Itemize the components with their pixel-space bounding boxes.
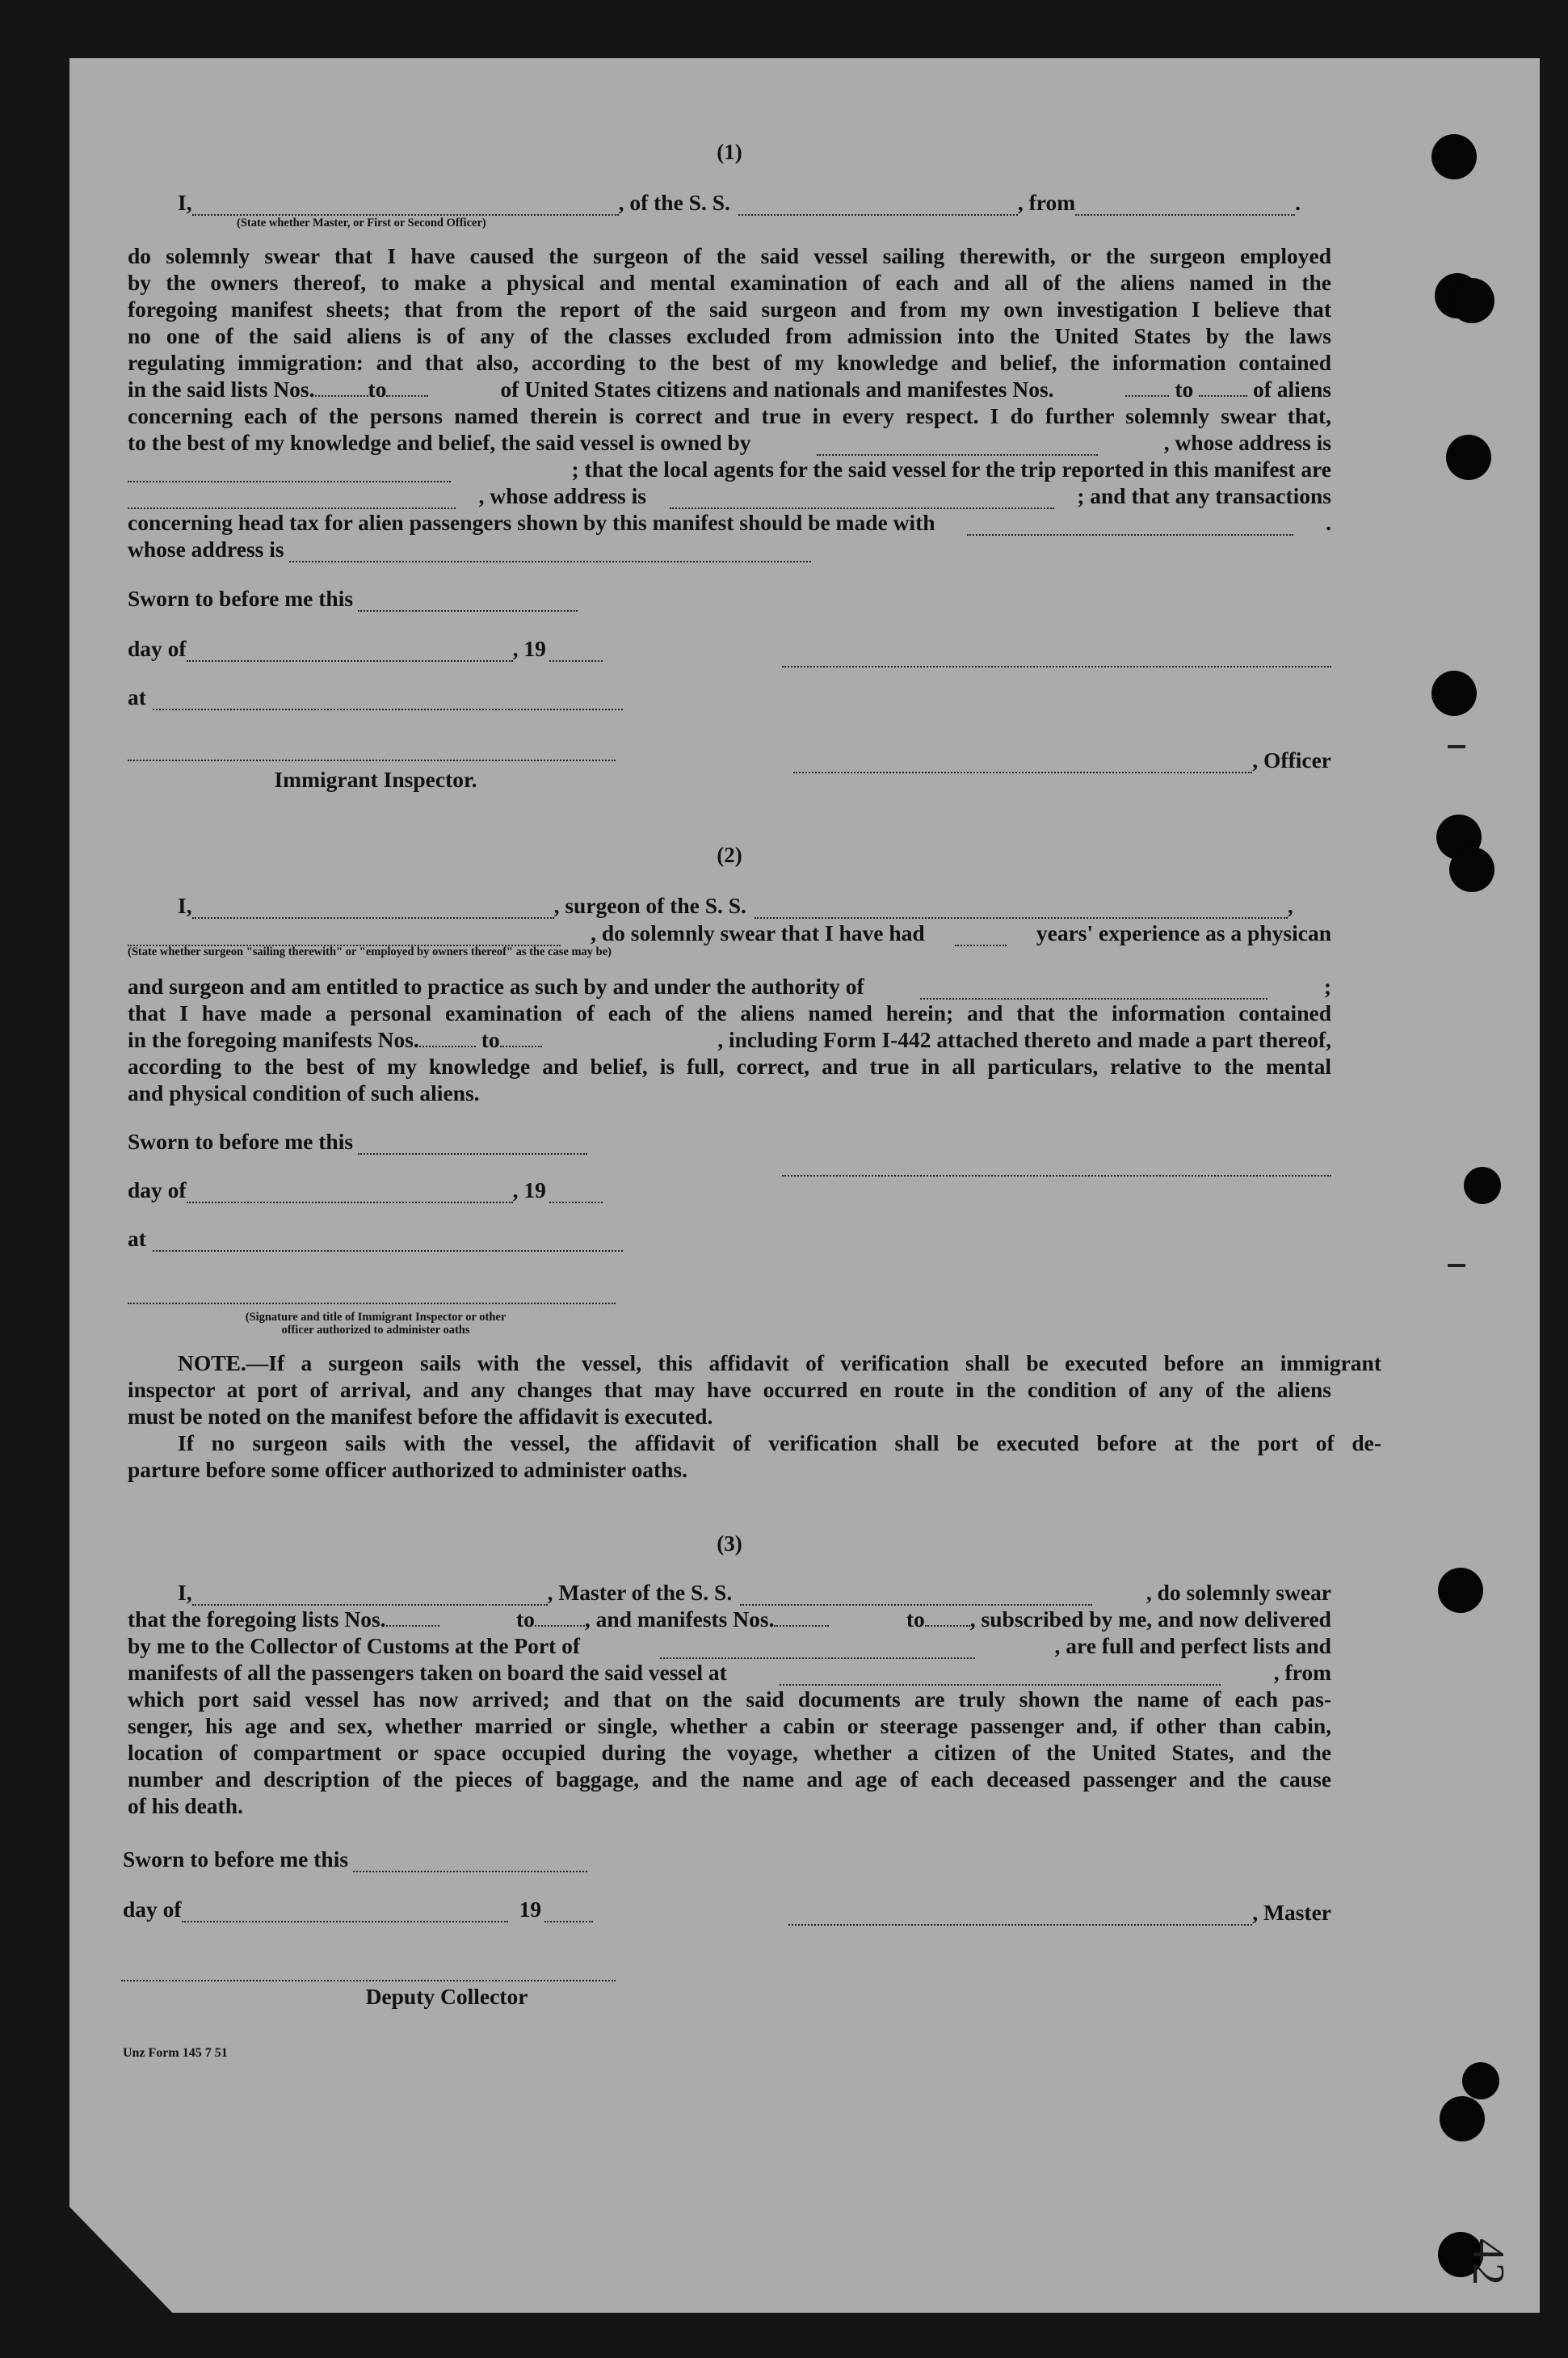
label-day-of: day of xyxy=(128,1177,187,1202)
years-experience-field[interactable] xyxy=(955,927,1007,946)
sworn-line xyxy=(128,585,1331,612)
label-from: , from xyxy=(1017,190,1076,215)
oath-line: do solemnly swear that I have caused the surgeon of the said vessel sailing therewith, or the surgeon employed xyxy=(128,243,1331,268)
label-manifests-nos: in the foregoing manifests Nos. xyxy=(128,1027,419,1052)
label-officer: , Officer xyxy=(1252,747,1331,773)
label-day-of: day of xyxy=(128,636,187,661)
embarkation-port-field[interactable] xyxy=(780,1666,1221,1686)
semicolon: ; xyxy=(1323,974,1331,999)
label-year: 19 xyxy=(519,1897,542,1922)
label-subscribed: , subscribed by me, and now delivered xyxy=(969,1606,1331,1632)
label-head-tax: concerning head tax for alien passengers shown by this manifest should be made with xyxy=(128,510,935,535)
label-to: to xyxy=(481,1027,500,1052)
comma: , xyxy=(1287,893,1293,918)
head-tax-address-field[interactable] xyxy=(289,543,811,562)
sworn-month-field[interactable] xyxy=(187,642,513,662)
label-authority: and surgeon and am entitled to practice as such by and under the authority of xyxy=(128,974,864,999)
label-lists-nos: that the foregoing lists Nos. xyxy=(128,1606,386,1632)
owner-address-field[interactable] xyxy=(128,463,451,482)
signature-note-line: (Signature and title of Immigrant Inspector or other xyxy=(245,1311,507,1324)
sworn-line xyxy=(123,1846,1326,1872)
surgeon-vessel-field[interactable] xyxy=(755,899,1288,919)
margin-numeral: 42 xyxy=(1463,2238,1513,2287)
agents-line xyxy=(128,456,1331,482)
label-swear: , do solemnly swear xyxy=(1146,1580,1331,1605)
manifest-to-field[interactable] xyxy=(1199,377,1247,397)
binder-hole-icon xyxy=(1449,847,1494,892)
binder-hole-icon xyxy=(1446,435,1491,480)
oath-line: concerning each of the persons named therein is correct and true in every respect. I do further solemnly swear that, xyxy=(128,403,1331,428)
surgeon-name-field[interactable] xyxy=(192,899,554,919)
deputy-collector-signature-field[interactable] xyxy=(121,1978,616,1981)
sworn-place-field[interactable] xyxy=(153,1232,623,1252)
vessel-name-field[interactable] xyxy=(738,196,1018,216)
label-i: I, xyxy=(178,1580,192,1605)
label-citizens: of United States citizens and nationals and manifestes Nos. xyxy=(500,377,1054,402)
lists-line xyxy=(128,1606,1331,1632)
note-line: If no surgeon sails with the vessel, the affidavit of verification shall be executed before at the port of de- xyxy=(178,1430,1381,1455)
manifest-from-field[interactable] xyxy=(774,1607,829,1627)
note-line: must be noted on the manifest before the affidavit is executed. xyxy=(128,1404,713,1429)
master-oath-line: location of compartment or space occupied during the voyage, whether a citizen of the United States, and the xyxy=(128,1740,1331,1765)
master-oath-line: number and description of the pieces of baggage, and the name and age of each deceased passenger and the cause xyxy=(128,1766,1331,1792)
sworn-day-field[interactable] xyxy=(358,592,578,612)
label-local-agents: ; that the local agents for the said vessel for the trip reported in this manifest are xyxy=(571,457,1331,482)
label-to: to xyxy=(368,377,387,402)
oath-line: no one of the said aliens is of any of the classes excluded from admission into the United States by the laws xyxy=(128,323,1331,348)
officer-name-field[interactable] xyxy=(192,196,619,216)
binder-hole-icon xyxy=(1462,2062,1499,2099)
officer-note: (State whether Master, or First or Second Officer) xyxy=(237,217,486,229)
period: . xyxy=(1295,190,1301,215)
lists-line xyxy=(128,376,1331,402)
at-line xyxy=(128,684,1331,710)
officer-signature-field[interactable] xyxy=(793,754,1252,773)
list-to-field[interactable] xyxy=(535,1607,585,1627)
surgeon-line xyxy=(128,892,1331,919)
oath-line: foregoing manifest sheets; that from the report of the said surgeon and from my own investigation I believe that xyxy=(128,297,1331,322)
oath-line: by the owners thereof, to make a physical and mental examination of each and all of the aliens named in the xyxy=(128,270,1331,295)
label-taken-on-board: manifests of all the passengers taken on board the said vessel at xyxy=(128,1660,727,1685)
experience-line xyxy=(128,920,1331,946)
surgeon-note: (State whether surgeon "sailing therewith" or "employed by owners thereof" as the case may be) xyxy=(128,945,612,958)
label-whose-address: whose address is xyxy=(128,537,284,562)
surgeon-status-field[interactable] xyxy=(128,927,561,946)
signature-note xyxy=(128,1311,624,1337)
section-3-number: (3) xyxy=(717,1531,742,1556)
label-master-of-ss: , Master of the S. S. xyxy=(547,1580,733,1605)
master-oath-line: which port said vessel has now arrived; and that on the said documents are truly shown the name of each pas- xyxy=(128,1686,1331,1712)
departure-port-field[interactable] xyxy=(1075,196,1295,216)
master-name-field[interactable] xyxy=(192,1586,548,1606)
sworn-line xyxy=(128,1128,1331,1155)
master-oath-line: of his death. xyxy=(128,1793,243,1818)
manifest-from-field[interactable] xyxy=(419,1028,476,1047)
authority-field[interactable] xyxy=(920,980,1267,1000)
port-field[interactable] xyxy=(660,1640,975,1659)
list-from-field[interactable] xyxy=(315,377,368,397)
label-sworn: Sworn to before me this xyxy=(128,1129,354,1154)
label-swear-had: , do solemnly swear that I have had xyxy=(591,920,925,945)
label-full-perfect: , are full and perfect lists and xyxy=(1054,1633,1331,1658)
label-i: I, xyxy=(178,893,192,918)
label-year: , 19 xyxy=(512,1177,546,1202)
at-line xyxy=(128,1225,1331,1252)
signature-note-line: officer authorized to administer oaths xyxy=(281,1324,470,1337)
master-oath-line: senger, his age and sex, whether married or single, whether a cabin or steerage passenger and, if other than cabin, xyxy=(128,1713,1331,1738)
manifests-line xyxy=(128,1026,1331,1053)
label-from: , from xyxy=(1273,1660,1331,1685)
manifest-to-field[interactable] xyxy=(925,1607,970,1627)
inspector-signature-field[interactable] xyxy=(128,1301,616,1304)
section-2-number: (2) xyxy=(717,843,742,867)
list-from-field[interactable] xyxy=(386,1607,439,1627)
note-line: NOTE.—If a surgeon sails with the vessel, this affidavit of verification shall be executed before an immigrant xyxy=(178,1350,1381,1375)
label-transactions: ; and that any transactions xyxy=(1077,483,1331,508)
master-line xyxy=(128,1579,1331,1606)
sworn-place-field[interactable] xyxy=(153,691,623,710)
agents-address-line xyxy=(128,482,1331,509)
taken-at-line xyxy=(128,1659,1331,1686)
owner-field[interactable] xyxy=(817,436,1098,456)
sworn-day-field[interactable] xyxy=(353,1853,587,1872)
head-tax-agent-field[interactable] xyxy=(967,516,1293,536)
binder-hole-icon xyxy=(1464,1167,1501,1204)
label-whose-address: , whose address is xyxy=(478,483,646,508)
oath-line: regulating immigration: and that also, according to the best of my knowledge and belief, the information contained xyxy=(128,350,1331,375)
label-day-of: day of xyxy=(123,1897,182,1922)
label-manifests-nos: , and manifests Nos. xyxy=(584,1606,775,1632)
deputy-collector-label: Deputy Collector xyxy=(365,1984,528,2009)
surgeon-oath-line: that I have made a personal examination of each of the aliens named herein; and that the information contained xyxy=(128,1000,1331,1025)
master-signature-field[interactable] xyxy=(782,664,1331,667)
binder-hole-icon xyxy=(1431,671,1477,716)
day-line xyxy=(128,1177,1331,1203)
label-whose-address: , whose address is xyxy=(1163,430,1331,455)
label-lists-nos: in the said lists Nos. xyxy=(128,377,315,402)
label-to: to xyxy=(906,1606,925,1632)
headtax-line xyxy=(128,509,1331,536)
day-line xyxy=(128,635,1331,662)
note-line: inspector at port of arrival, and any changes that may have occurred en route in the condition of any of the aliens xyxy=(128,1377,1331,1402)
sworn-day-field[interactable] xyxy=(358,1135,587,1155)
owned-line xyxy=(128,429,1331,456)
master-signature-field[interactable] xyxy=(788,1906,1252,1926)
label-years-experience: years' experience as a physican xyxy=(1036,920,1331,945)
label-i: I, xyxy=(178,190,192,215)
label-of-aliens: of aliens xyxy=(1252,377,1331,402)
manifest-to-field[interactable] xyxy=(500,1028,542,1047)
form-number: Unz Form 145 7 51 xyxy=(123,2046,228,2060)
vessel-name-field[interactable] xyxy=(740,1586,1092,1606)
label-master: , Master xyxy=(1252,1900,1331,1925)
manifest-from-field[interactable] xyxy=(1125,377,1169,397)
binder-hole-icon xyxy=(1438,1568,1483,1613)
label-year: , 19 xyxy=(512,636,546,661)
label-collector: by me to the Collector of Customs at the Port of xyxy=(128,1633,581,1658)
period: . xyxy=(1326,510,1331,535)
binder-hole-icon xyxy=(1431,134,1477,179)
sworn-month-field[interactable] xyxy=(187,1184,513,1203)
note-line: parture before some officer authorized to administer oaths. xyxy=(128,1457,687,1482)
agent-name-field[interactable] xyxy=(128,490,456,509)
label-at: at xyxy=(128,684,146,710)
label-at: at xyxy=(128,1226,146,1251)
binder-hole-icon xyxy=(1449,278,1494,323)
label-of-ss: , of the S. S. xyxy=(618,190,730,215)
list-to-field[interactable] xyxy=(386,377,428,397)
label-form-i442: , including Form I-442 attached thereto and made a part thereof, xyxy=(717,1027,1331,1052)
binder-hole-icon xyxy=(1440,2096,1485,2141)
port-line xyxy=(128,1632,1331,1659)
authority-line xyxy=(128,973,1331,1000)
section-1-master-line xyxy=(128,189,1331,216)
surgeon-oath-line: and physical condition of such aliens. xyxy=(128,1080,480,1105)
label-owned-by: to the best of my knowledge and belief, the said vessel is owned by xyxy=(128,430,751,455)
master-signature-line xyxy=(128,1899,1331,1926)
label-to: to xyxy=(515,1606,535,1632)
margin-tick xyxy=(1448,745,1465,748)
label-sworn: Sworn to before me this xyxy=(123,1846,349,1872)
label-sworn: Sworn to before me this xyxy=(128,586,354,611)
sworn-year-field[interactable] xyxy=(549,642,603,662)
immigrant-inspector-label: Immigrant Inspector. xyxy=(274,767,477,792)
headtax-address-line xyxy=(128,536,1331,562)
section-1-number: (1) xyxy=(717,140,742,164)
label-to: to xyxy=(1175,377,1194,402)
agent-address-field[interactable] xyxy=(670,490,1054,509)
sworn-year-field[interactable] xyxy=(549,1184,603,1203)
surgeon-oath-line: according to the best of my knowledge and belief, is full, correct, and true in all particulars, relative to the mental xyxy=(128,1054,1331,1079)
margin-tick xyxy=(1448,1264,1465,1267)
label-surgeon-of-ss: , surgeon of the S. S. xyxy=(553,893,746,918)
